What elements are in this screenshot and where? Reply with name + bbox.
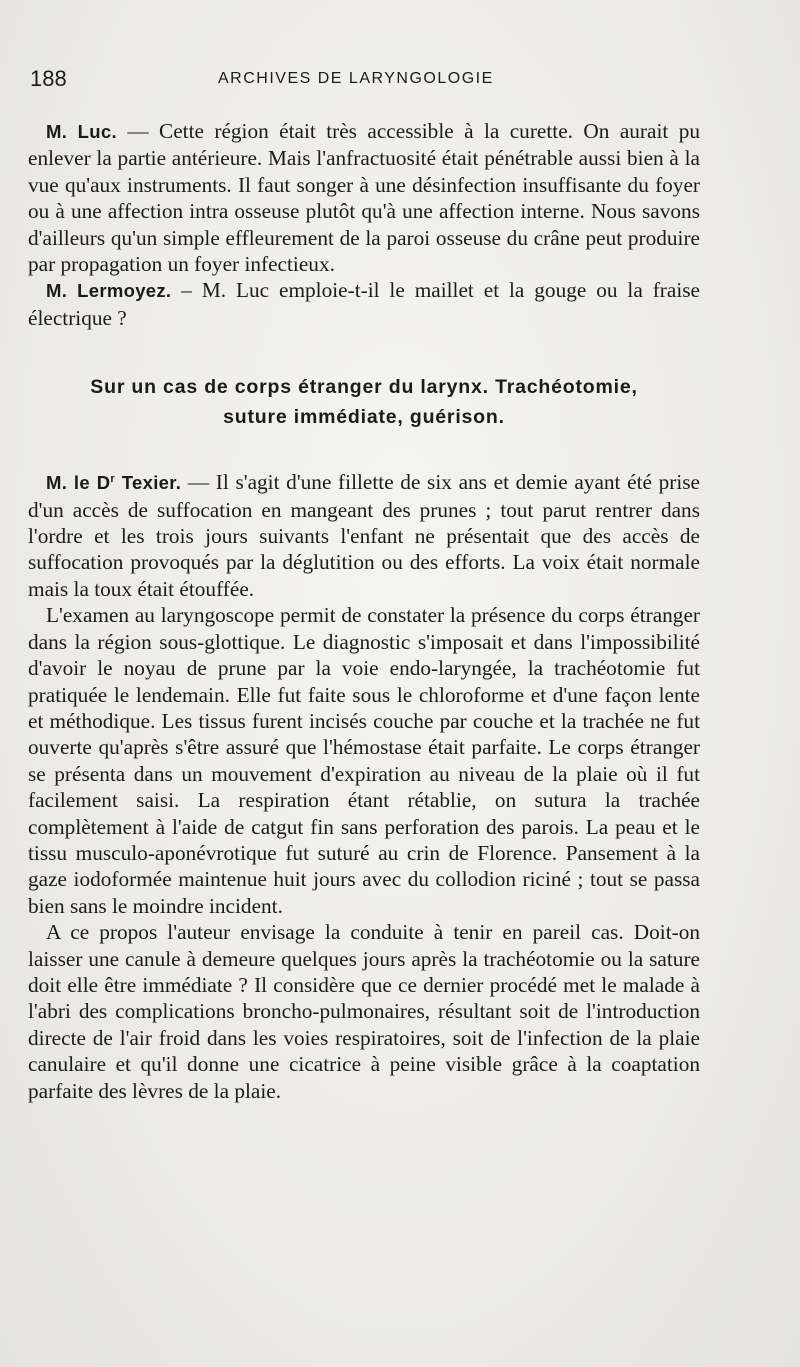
speaker-superscript: r — [110, 473, 116, 486]
speaker-prefix: M. le D — [46, 472, 111, 494]
speaker-name — [46, 472, 181, 493]
paragraph-text: – M. Luc emploie-t-il le maillet et la gouge ou la fraise électrique ? — [28, 278, 700, 330]
page-header — [28, 64, 748, 98]
speaker-name: M. Luc. — [46, 121, 117, 142]
speaker-name: M. Lermoyez. — [46, 280, 172, 302]
page-body — [28, 118, 700, 1104]
article-paragraph — [28, 602, 700, 919]
section-title-line: suture immédiate, guérison. — [223, 406, 505, 429]
discussion-paragraph — [28, 118, 700, 277]
page-number: 188 — [30, 66, 67, 91]
paragraph-text: A ce propos l'auteur envisage la conduite à tenir en pareil cas. Doit-on laisser une canule à demeure quelques jours après la trachéotomie ou la sature doit elle être immédiate ? Il considère que ce dernier procédé met le malade à l'abri des complications broncho-pulmonaires, résultant soit de l'introduction directe de l'air froid dans les voies respiratoires, soit de l'infection de la plaie canulaire et qu'il donne une cicatrice à peine visible grâce à la coaptation parfaite des lèvres de la plaie. — [28, 920, 700, 1103]
running-title: ARCHIVES DE LARYNGOLOGIE — [218, 70, 494, 87]
section-title-line: Sur un cas de corps étranger du larynx. Trachéotomie, — [90, 376, 638, 399]
paragraph-text: — Cette région était très accessible à la curette. On aurait pu enlever la partie antérieure. Mais l'anfractuosité était pénétrable aussi bien à la vue qu'aux instruments. Il faut songer à une désinfection insuffisante du foyer ou à une affection intra osseuse plutôt qu'à une affection interne. Nous savons d'ailleurs qu'un simple effleurement de la paroi osseuse du crâne peut produire par propagation un foyer infectieux. — [28, 119, 700, 277]
speaker-surname: Texier. — [115, 472, 182, 494]
article-paragraph — [28, 919, 700, 1104]
article-paragraph — [28, 469, 700, 602]
paragraph-text: — Il s'agit d'une fillette de six ans et demie ayant été prise d'un accès de suffocation en mangeant des prunes ; tout parut rentrer dans l'ordre et les trois jours suivants l'enfant ne présentait que des accès de suffocation provoqués par la déglutition ou des efforts. La voix était normale mais la toux était étouffée. — [28, 470, 700, 601]
paragraph-text: L'examen au laryngoscope permit de constater la présence du corps étranger dans la région sous-glottique. Le diagnostic s'imposait et dans l'impossibilité d'avoir le noyau de prune par la voie endo-laryngée, la trachéotomie fut pratiquée le lendemain. Elle fut faite sous le chloroforme et d'une façon lente et méthodique. Les tissus furent incisés couche par couche et la trachée ne fut ouverte qu'après s'être assuré que l'hémostase était parfaite. Le corps étranger se présenta dans un mouvement d'expiration au niveau de la plaie où il fut facilement saisi. La respiration étant rétablie, on sutura la trachée complètement à l'aide de catgut fin sans perforation des parois. La peau et le tissu musculo-aponévrotique fut suturé au crin de Florence. Pansement à la gaze iodoformée maintenue huit jours avec du collodion riciné ; tout se passa bien sans le moindre incident. — [28, 603, 700, 918]
discussion-paragraph — [28, 277, 700, 331]
section-title — [28, 372, 700, 432]
